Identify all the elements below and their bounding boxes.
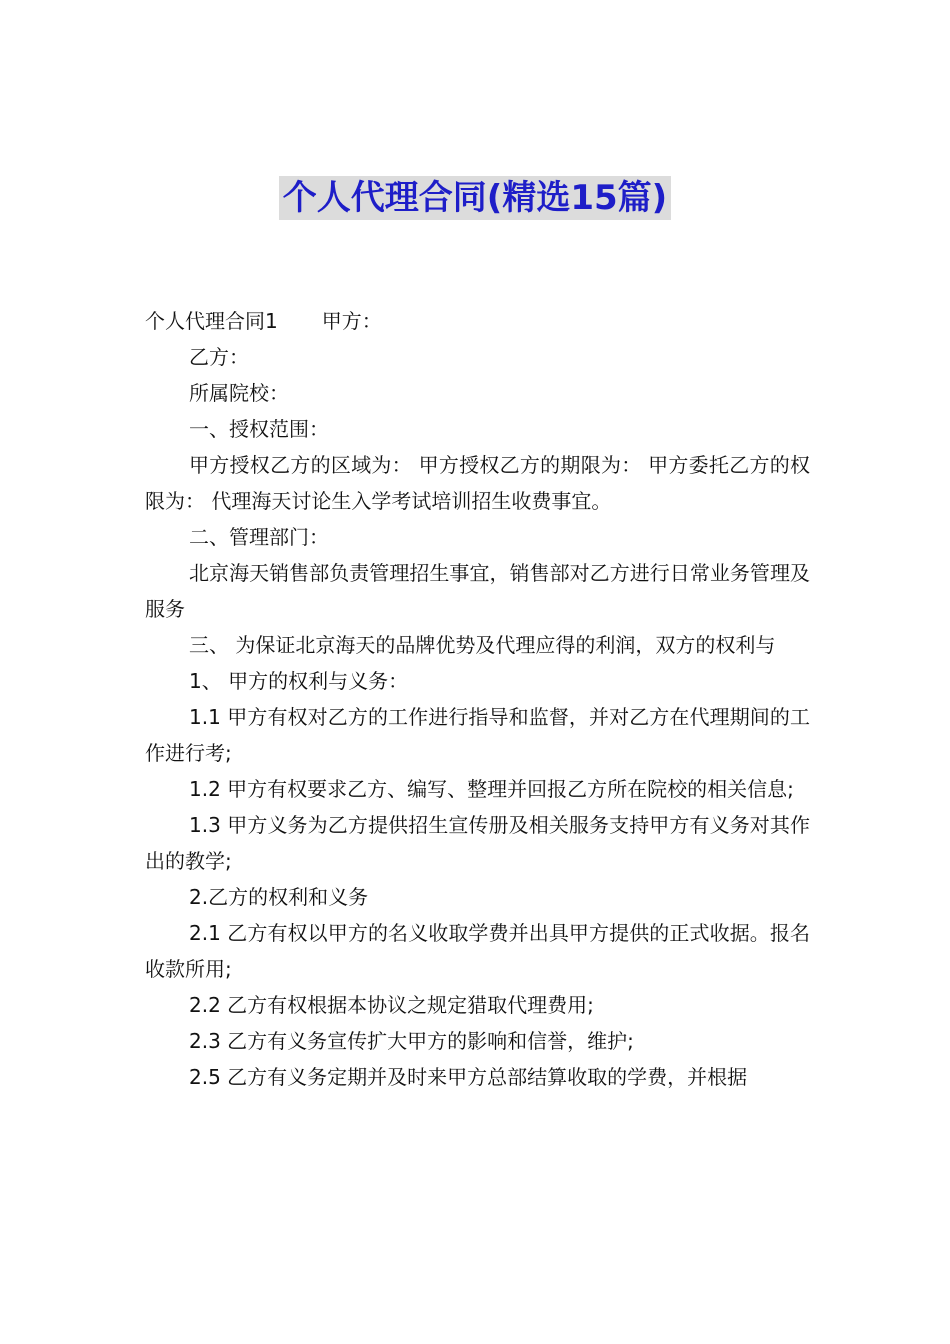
paragraph-management: 北京海天销售部负责管理招生事宜，销售部对乙方进行日常业务管理及服务: [145, 561, 810, 621]
subheading-party-b: 2.乙方的权利和义务: [189, 885, 369, 909]
clause-1-1: 1.1 甲方有权对乙方的工作进行指导和监督，并对乙方在代理期间的工作进行考;: [145, 705, 810, 765]
document-body: [145, 303, 810, 1095]
clause-2-5: 2.5 乙方有义务定期并及时来甲方总部结算收取的学费，并根据: [189, 1065, 748, 1089]
clause-1-3: 1.3 甲方义务为乙方提供招生宣传册及相关服务支持甲方有义务对其作出的教学;: [145, 813, 810, 873]
clause-1-2: 1.2 甲方有权要求乙方、编写、整理并回报乙方所在院校的相关信息;: [189, 777, 794, 801]
section-heading-management: 二、管理部门：: [189, 525, 329, 549]
clause-2-1: 2.1 乙方有权以甲方的名义收取学费并出具甲方提供的正式收据。报名收款所用;: [145, 921, 810, 981]
subheading-party-a: 1、 甲方的权利与义务：: [189, 669, 409, 693]
paragraph-heading: [145, 303, 810, 339]
clause-2-3: 2.3 乙方有义务宣传扩大甲方的影响和信誉，维护;: [189, 1029, 634, 1053]
paragraph-scope: 甲方授权乙方的区域为： 甲方授权乙方的期限为： 甲方委托乙方的权限为： 代理海天讨论生入学考试培训招生收费事宜。: [145, 453, 810, 513]
party-b-line: 乙方：: [189, 345, 249, 369]
school-line: 所属院校：: [189, 381, 289, 405]
clause-2-2: 2.2 乙方有权根据本协议之规定猎取代理费用;: [189, 993, 594, 1017]
section-heading-scope: 一、授权范围：: [189, 417, 329, 441]
contract-number-label: 个人代理合同1: [145, 309, 278, 333]
party-a-label: 甲方：: [321, 309, 382, 333]
title-container: [0, 176, 950, 220]
section-heading-rights: 三、 为保证北京海天的品牌优势及代理应得的利润，双方的权利与: [189, 633, 776, 657]
document-title: 个人代理合同(精选15篇): [279, 176, 671, 220]
